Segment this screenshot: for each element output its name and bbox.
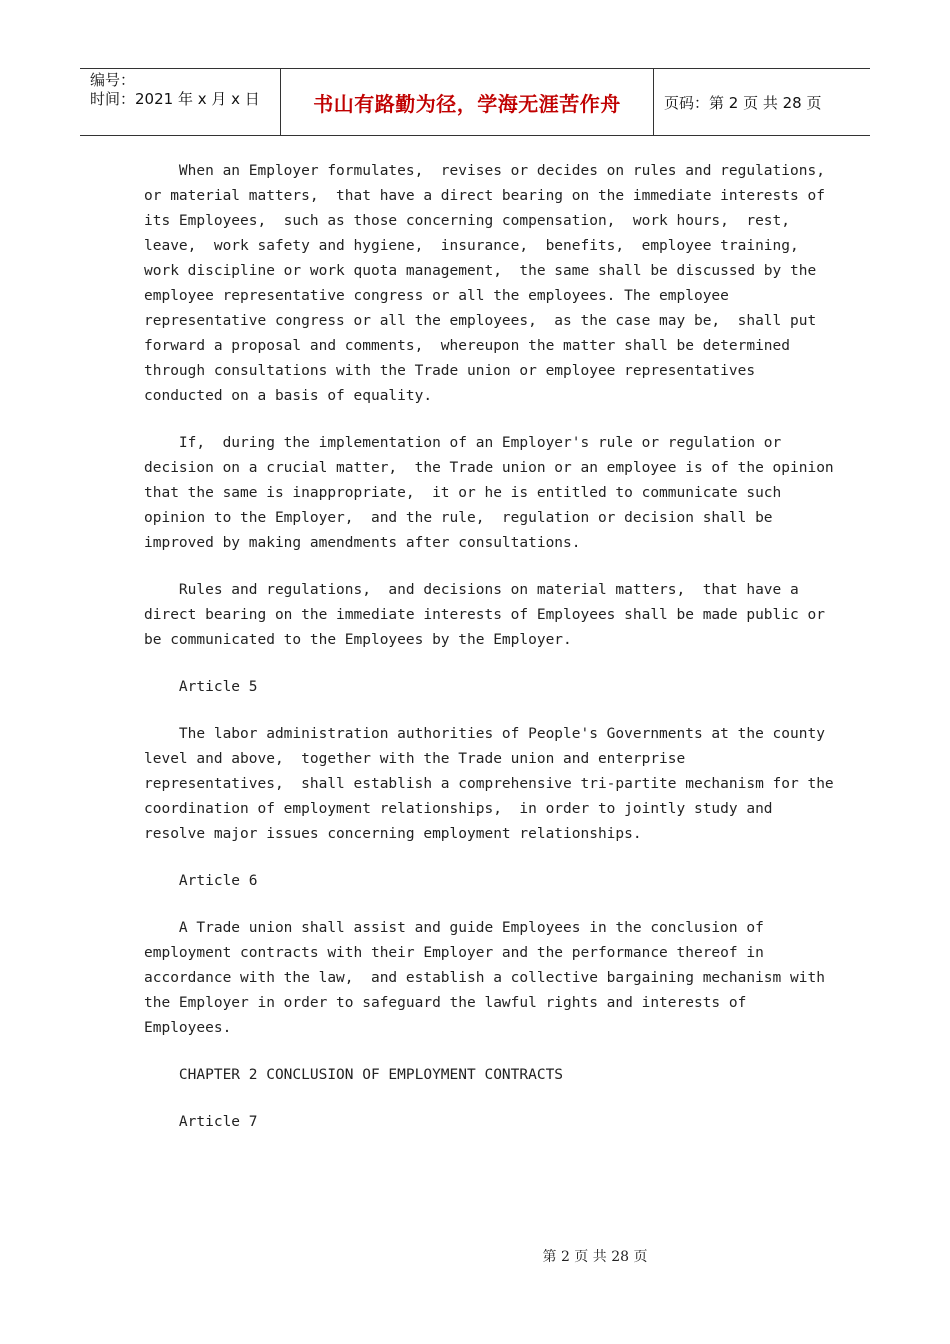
paragraph-trade-union-guidance: A Trade union shall assist and guide Employees in the conclusion of employment contracts with their Employer and the performance thereof in accordance with the law, and establish a collective bargaining mechanism with the Employer in order to safeguard the lawful rights and interests of Employees. bbox=[144, 920, 825, 1036]
header-meta bbox=[80, 69, 281, 135]
article-6-heading: Article 6 bbox=[144, 873, 258, 889]
header-motto: 书山有路勤为径，学海无涯苦作舟 bbox=[281, 69, 654, 135]
chapter-2-heading: CHAPTER 2 CONCLUSION OF EMPLOYMENT CONTRACTS bbox=[144, 1067, 564, 1083]
paragraph-tripartite-mechanism: The labor administration authorities of People's Governments at the county level and above, together with the Trade union and enterprise representatives, shall establish a comprehensive tri-partite mechanism for the coordination of employment relationships, in order to jointly study and resolve major issues concerning employment relationships. bbox=[144, 726, 834, 842]
paragraph-implementation-opinion: If, during the implementation of an Employer's rule or regulation or decision on a crucial matter, the Trade union or an employee is of the opinion that the same is inappropriate, it or he is entitled to communicate such opinion to the Employer, and the rule, regulation or decision shall be improved by making amendments after consultations. bbox=[144, 435, 834, 551]
paragraph-rules-formulation: When an Employer formulates, revises or decides on rules and regulations, or material matters, that have a direct bearing on the immediate interests of its Employees, such as those concerning compensation, work hours, rest, leave, work safety and hygiene, insurance, benefits, employee training, work discipline or work quota management, the same shall be discussed by the employee representative congress or all the employees. The employee representative congress or all the employees, as the case may be, shall put forward a proposal and comments, whereupon the matter shall be determined through consultations with the Trade union or employee representatives conducted on a basis of equality. bbox=[144, 163, 825, 404]
article-5-heading: Article 5 bbox=[144, 679, 258, 695]
page-footer: 第 2 页 共 28 页 bbox=[542, 1249, 648, 1265]
document-number-label: 编号： bbox=[90, 71, 136, 89]
page-header bbox=[80, 68, 870, 136]
paragraph-public-communication: Rules and regulations, and decisions on material matters, that have a direct bearing on the immediate interests of Employees shall be made public or be communicated to the Employees by the Employer. bbox=[144, 582, 825, 648]
document-date-label: 时间：2021 年 x 月 x 日 bbox=[90, 90, 260, 108]
article-7-heading: Article 7 bbox=[144, 1114, 258, 1130]
document-body bbox=[144, 159, 834, 1157]
header-page-code: 页码：第 2 页 共 28 页 bbox=[664, 93, 822, 112]
